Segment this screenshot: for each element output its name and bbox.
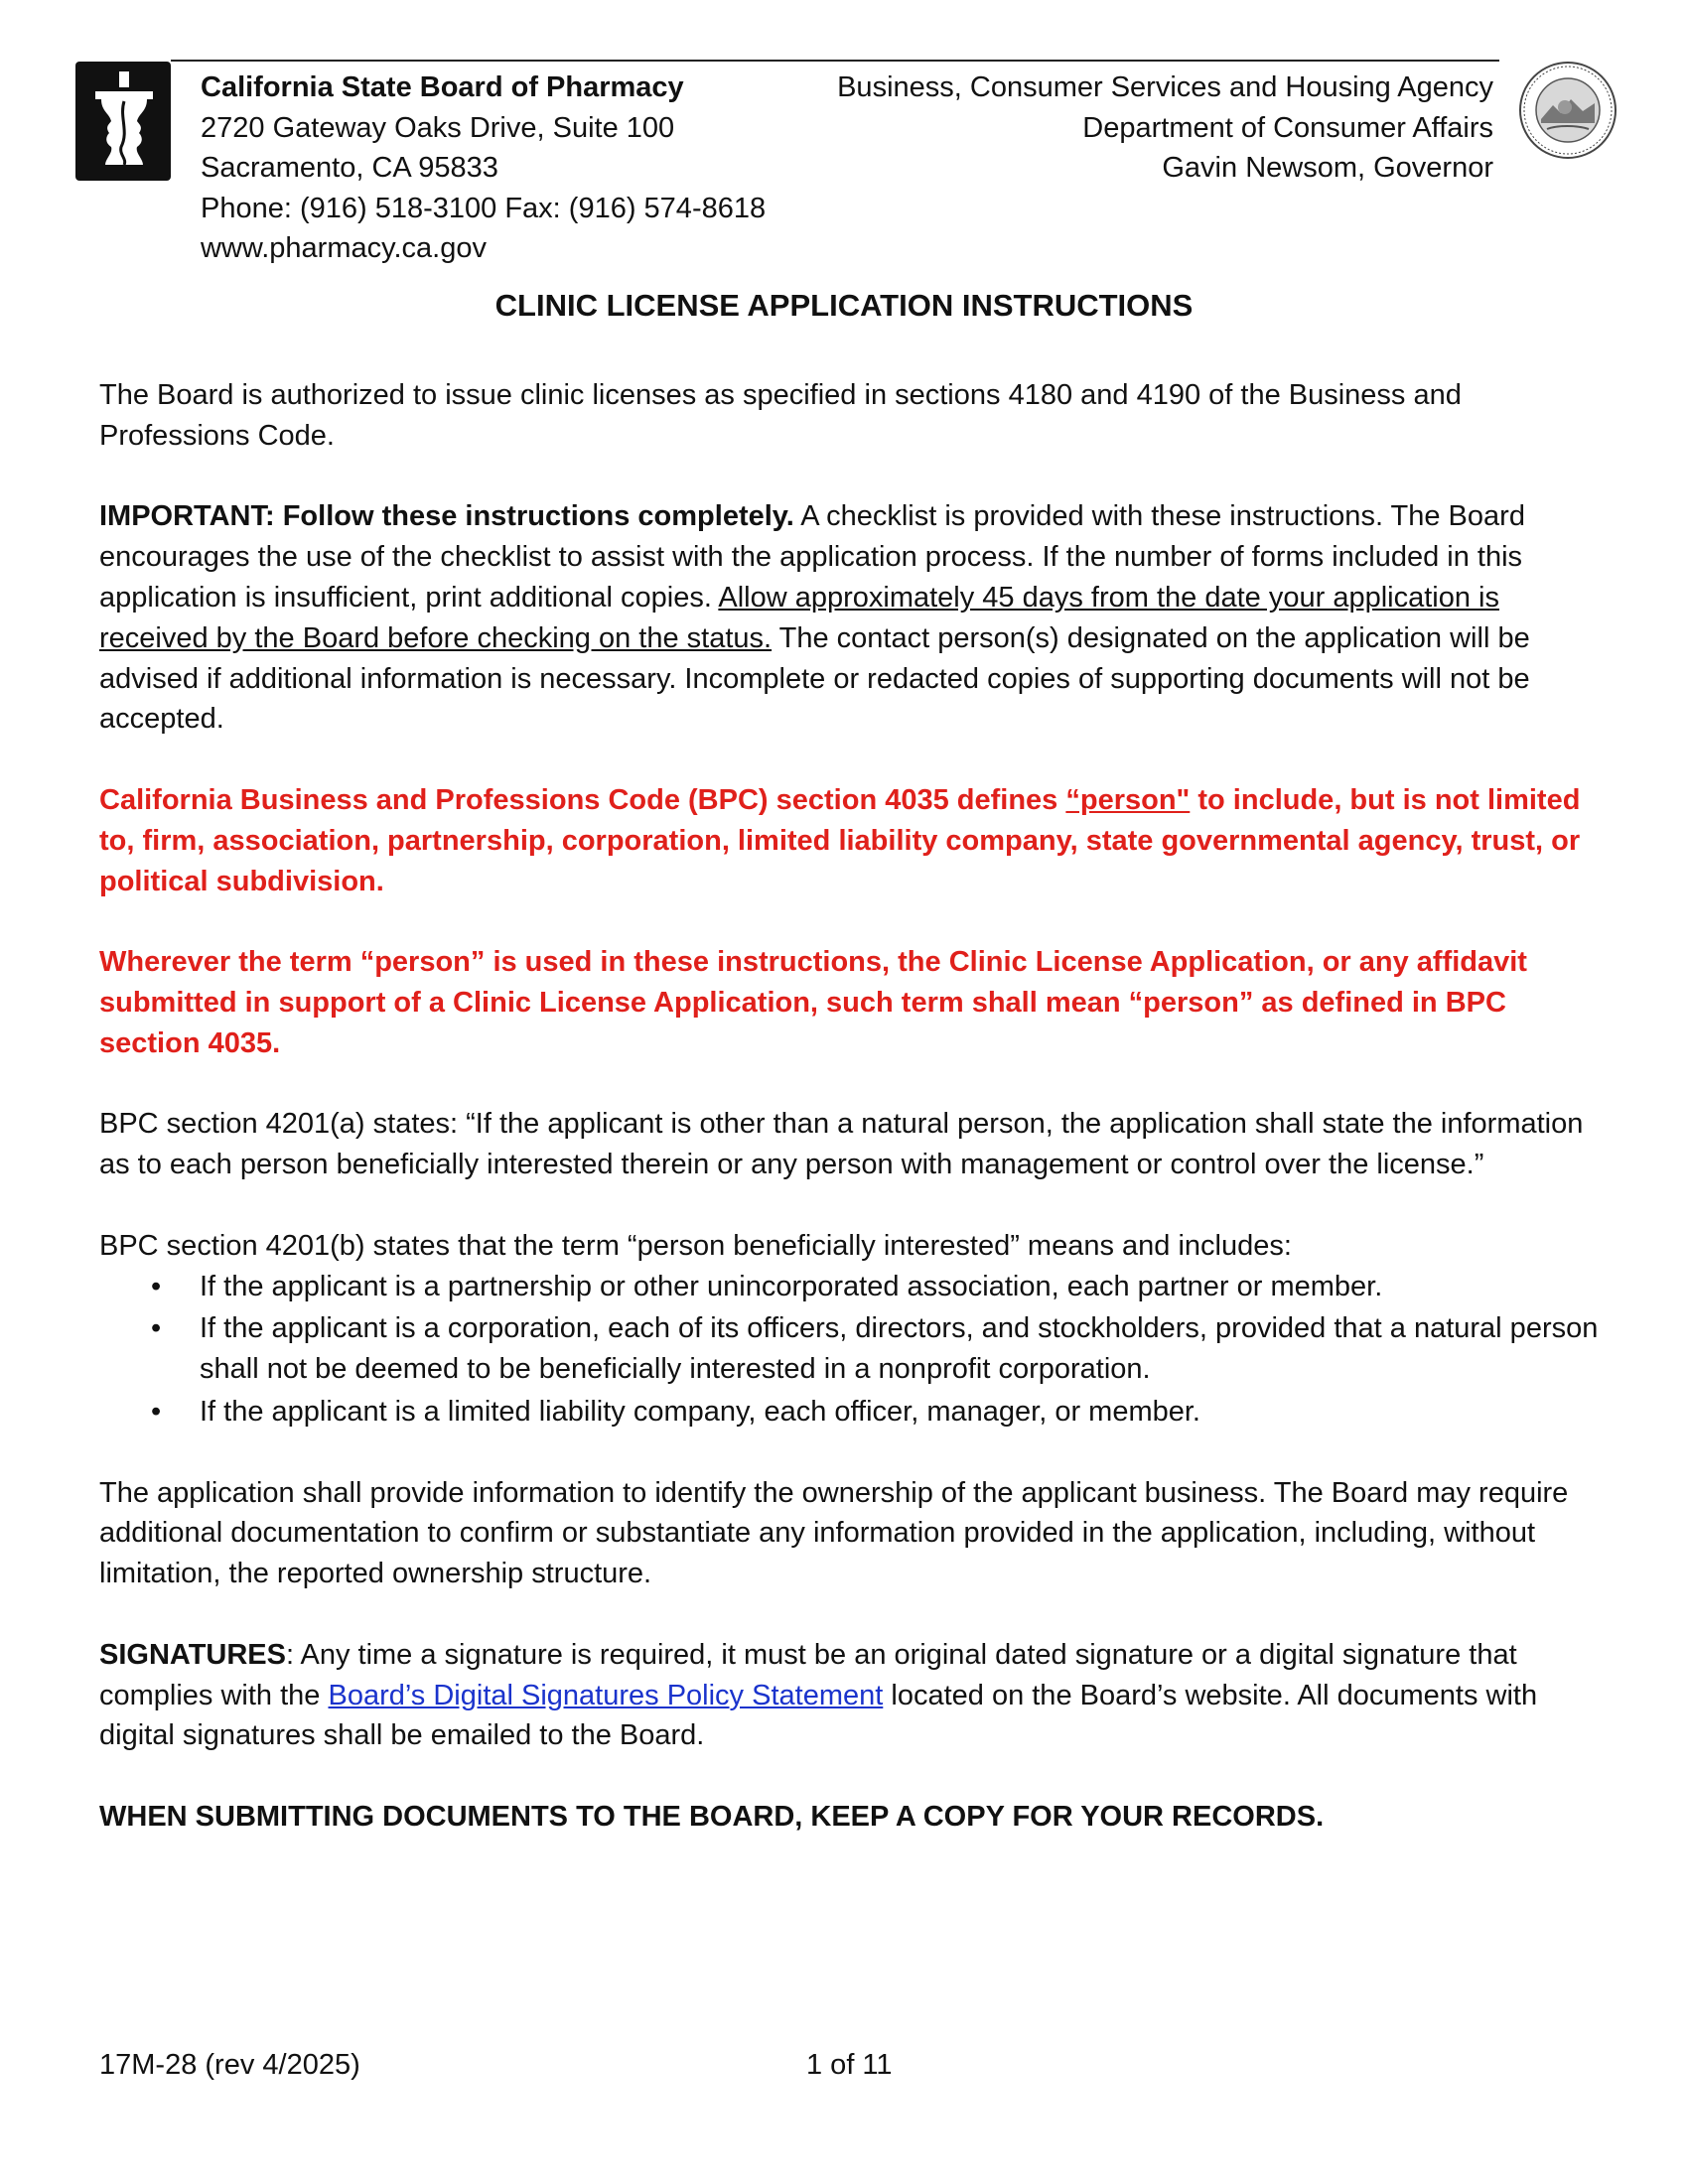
signatures-label: SIGNATURES [99,1638,286,1671]
ownership-paragraph: The application shall provide information to identify the ownership of the applicant business. The Board may require additional documentation to confirm or substantiate any information provided in the application, including, without limitation, the reported ownership structure. [99,1476,1569,1590]
important-text-2: The contact person(s) designated on the application will be advised if additional information is necessary. Incomplete or redacted copies of supporting documents will not be accepted. [99,621,1530,736]
signatures-text-1: : Any time a signature is required, it must be an original dated signature or a digital signature that complies with the [99,1638,1517,1711]
page-number: 1 of 11 [806,2049,893,2081]
list-item: • If the applicant is a corporation, each of its officers, directors, and stockholders, provided that a natural person shall not be deemed to be beneficially interested in a nonprofit corporation. [99,1308,1609,1390]
instructions-body [99,375,1609,1877]
person-usage-paragraph: Wherever the term “person” is used in these instructions, the Clinic License Application, or any affidavit submitted in support of a Clinic License Application, such term shall mean “person” as defined in BPC section 4035. [99,946,1527,1059]
beneficial-interest-list [99,1267,1609,1433]
intro-paragraph: The Board is authorized to issue clinic licenses as specified in sections 4180 and 4190 of the Business and Professions Code. [99,379,1462,452]
digital-signatures-policy-link[interactable]: Board’s Digital Signatures Policy Statement [328,1679,884,1711]
list-item: • If the applicant is a limited liability company, each officer, manager, or member. [99,1392,1609,1433]
address-line-2: Sacramento, CA 95833 [201,152,498,184]
agency-name: Business, Consumer Services and Housing Agency [837,71,1493,103]
bpc-4201a-paragraph: BPC section 4201(a) states: “If the applicant is other than a natural person, the application shall state the information as to each person beneficially interested therein or any person with management or control over the license.” [99,1108,1584,1181]
header-agency-block [837,68,1493,189]
bullet: • [151,1270,162,1302]
header-rule [171,60,1499,62]
definition-term: “person" [1065,783,1191,816]
important-lead: IMPORTANT: Follow these instructions completely. [99,500,794,533]
bullet: • [151,1395,162,1428]
signatures-paragraph [99,1635,1609,1756]
pharmacy-logo-icon [75,62,171,181]
governor-name: Gavin Newsom, Governor [1162,152,1493,184]
definition-part-2: to include, but is not limited to, firm, association, partnership, corporation, limited liability company, state governmental agency, trust, or political subdivision. [99,783,1581,897]
page-title: CLINIC LICENSE APPLICATION INSTRUCTIONS [494,288,1194,323]
california-seal-icon [1517,60,1618,161]
person-definition-paragraph [99,780,1609,901]
form-id: 17M-28 (rev 4/2025) [99,2049,360,2081]
important-paragraph [99,496,1609,740]
bullet: • [151,1312,162,1345]
website: www.pharmacy.ca.gov [201,232,487,264]
department-name: Department of Consumer Affairs [1082,111,1493,144]
processing-time-note: Allow approximately 45 days from the date your application is received by the Board before checking on the status. [99,581,1499,654]
important-text-1: A checklist is provided with these instructions. The Board encourages the use of the checklist to assist with the application process. If the number of forms included in this application is insufficient, print additional copies. [99,500,1525,614]
phone-fax: Phone: (916) 518-3100 Fax: (916) 574-8618 [201,192,767,224]
list-item: • If the applicant is a partnership or other unincorporated association, each partner or member. [99,1267,1609,1307]
board-name: California State Board of Pharmacy [201,71,684,103]
definition-part-1: California Business and Professions Code (BPC) section 4035 defines [99,783,1066,816]
address-line-1: 2720 Gateway Oaks Drive, Suite 100 [201,111,675,144]
bpc-4201b-intro: BPC section 4201(b) states that the term “person beneficially interested” means and includes: [99,1229,1292,1262]
keep-copy-notice: WHEN SUBMITTING DOCUMENTS TO THE BOARD, KEEP A COPY FOR YOUR RECORDS. [99,1800,1325,1833]
signatures-text-2: located on the Board’s website. All documents with digital signatures shall be emailed to the Board. [99,1679,1538,1752]
header-contact-block [201,68,766,269]
